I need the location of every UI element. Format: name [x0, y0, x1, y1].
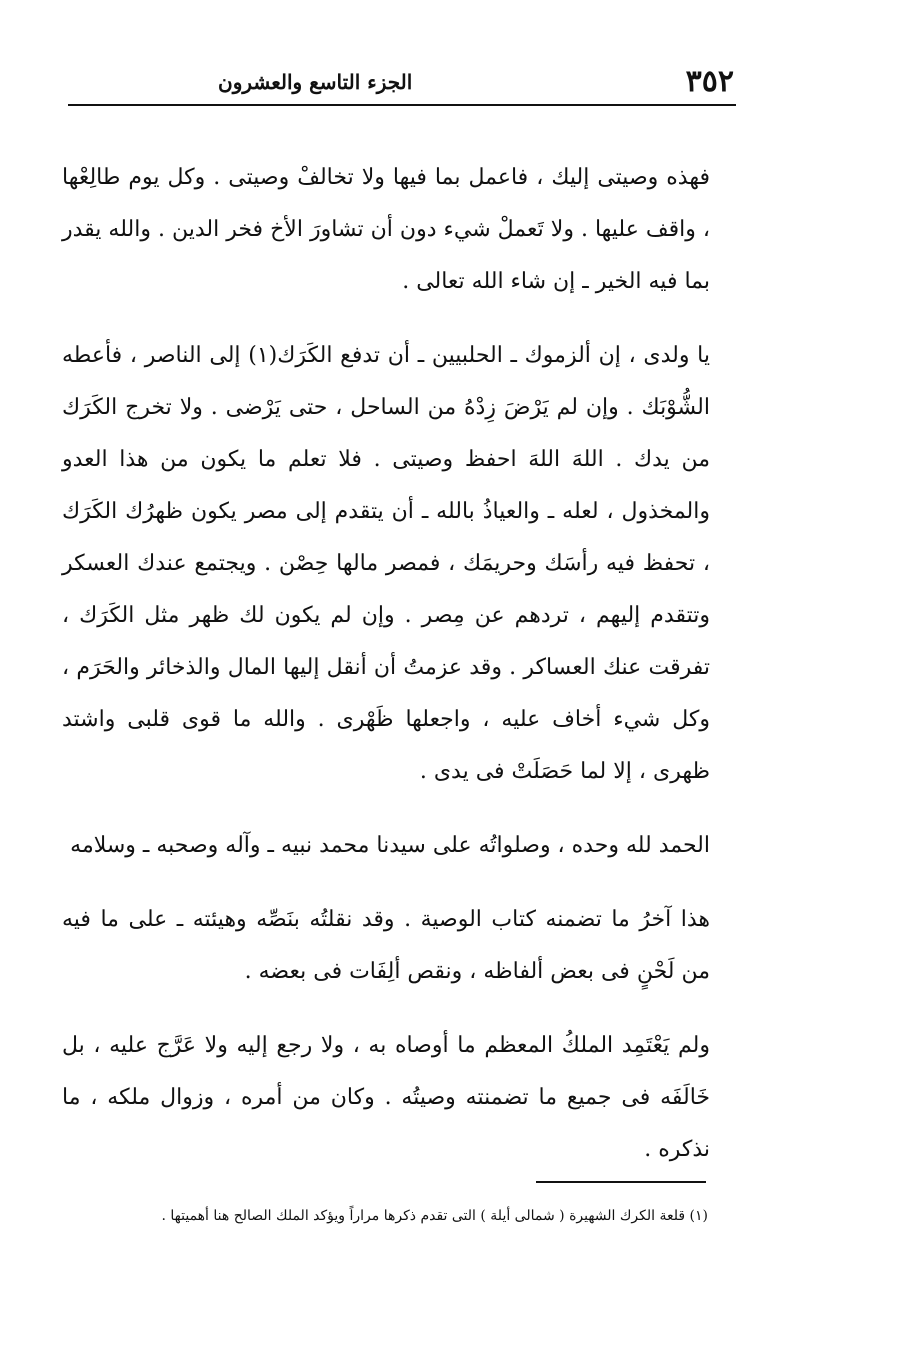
paragraph: هذا آخرُ ما تضمنه كتاب الوصية . وقد نقلتُه بنَصِّه وهيئته ـ على ما فيه من لَحْنٍ فى بعض ألفاظه ، ونقص ألِفَات فى بعضه . — [62, 907, 710, 984]
paragraph: يا ولدى ، إن ألزموك ـ الحلبيين ـ أن تدفع الكَرَك(١) إلى الناصر ، فأعطه الشُّوْبَك . وإن لم يَرْضَ زِدْهُ من الساحل ، حتى يَرْضى . ولا تخرج الكَرَك من يدك . اللهَ اللهَ احفظ وصيتى . فلا تعلم ما يكون من هذا العدو والمخذول ، لعله ـ والعياذُ بالله ـ أن يتقدم إلى مصر يكون ظهرُك الكَرَك ، تحفظ فيه رأسَك وحريمَك ، فمصر مالها حِصْن . ويجتمع عندك العسكر وتتقدم إليهم ، تردهم عن مِصر . وإن لم يكون لك ظهر مثل الكَرَك ، تفرقت عنك العساكر . وقد عزمتُ أن أنقل إليها المال والذخائر والحَرَم ، وكل شيء أخاف عليه ، واجعلها ظَهْرى . والله ما قوى قلبى واشتد ظهرى ، إلا لما حَصَلَتْ فى يدى . — [62, 343, 711, 784]
paragraph: فهذه وصيتى إليك ، فاعمل بما فيها ولا تخالفْ وصيتى . وكل يوم طالِعْها ، واقف عليها . ولا تَعملْ شيء دون أن تشاورَ الأخ فخر الدين . والله يقدر بما فيه الخير ـ إن شاء الله تعالى . — [62, 165, 710, 294]
paragraph: الحمد لله وحده ، وصلواتُه على سيدنا محمد نبيه ـ وآله وصحبه ـ وسلامه — [70, 833, 710, 858]
footnote-divider — [536, 1181, 706, 1183]
page-body — [62, 152, 710, 1198]
page-number: ٣٥٢ — [685, 64, 734, 99]
running-title: الجزء التاسع والعشرون — [218, 70, 413, 94]
paragraph: ولم يَعْتَمِد الملكُ المعظم ما أوصاه به ، ولا رجع إليه ولا عَرَّج عليه ، بل خَالَفَه فى جميع ما تضمنته وصيتُه . وكان من أمره ، وزوال ملكه ، ما نذكره . — [62, 1033, 710, 1162]
page-header — [68, 62, 736, 106]
footnote: (١) قلعة الكرك الشهيرة ( شمالى أيلة ) التى تقدم ذكرها مراراً ويؤكد الملك الصالح هنا أهميتها . — [161, 1208, 708, 1224]
